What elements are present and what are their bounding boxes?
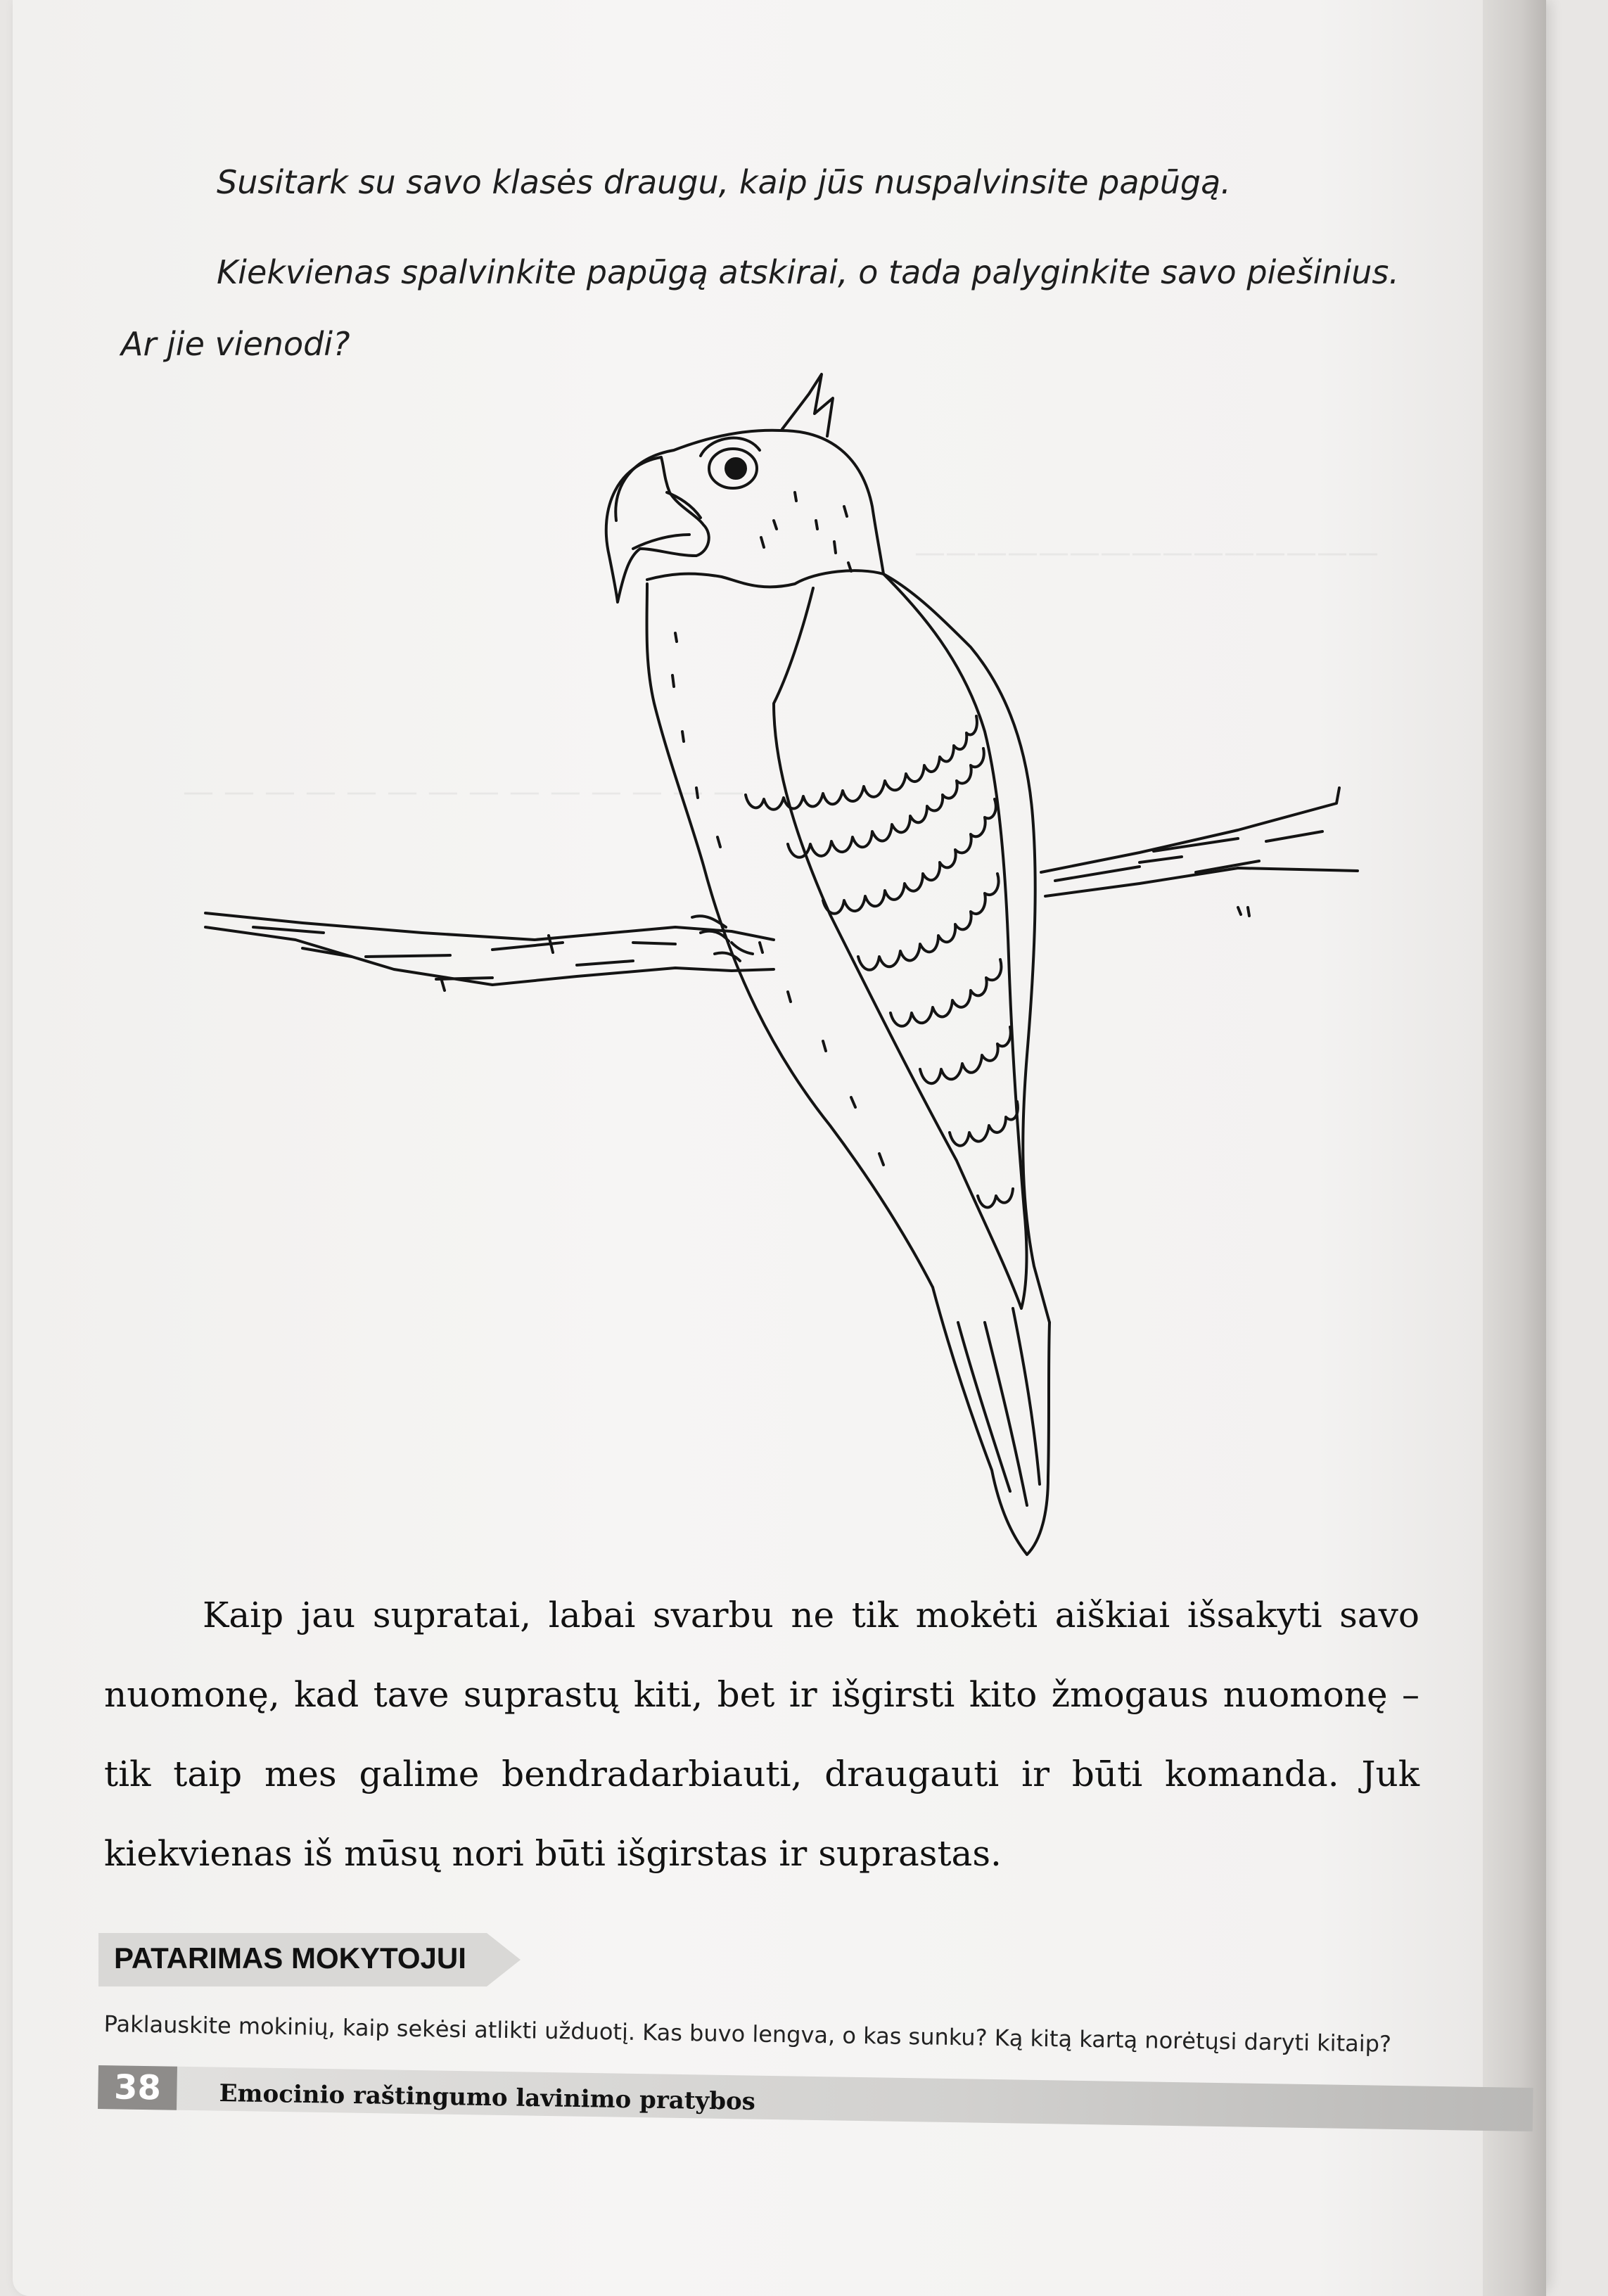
branch-left	[205, 913, 774, 940]
book-title: Emocinio raštingumo lavinimo pratybos	[219, 2079, 756, 2116]
page-number: 38	[98, 2065, 177, 2110]
tip-title: PATARIMAS MOKYTOJUI	[114, 1941, 466, 1975]
parrot-head	[615, 431, 883, 574]
tip-text: Paklauskite mokinių, kaip sekėsi atlikti užduotį. Kas buvo lengva, o kas sunku? Ką kitą kartą norėtųsi daryti kitaip?	[103, 2010, 1392, 2058]
instruction-line-1: Susitark su savo klasės draugu, kaip jūs nuspalvinsite papūgą.	[217, 163, 1231, 201]
parrot-beak	[606, 457, 709, 602]
show-through-decoration: — — — — — — — — — — — — — —	[183, 774, 744, 810]
show-through-decoration: ———————————————	[914, 535, 1379, 570]
instruction-line-2: Kiekvienas spalvinkite papūgą atskirai, o tada palyginkite savo piešinius.	[217, 253, 1400, 291]
parrot-claws	[692, 916, 753, 961]
parrot-crest	[782, 374, 833, 436]
branch-right	[1041, 788, 1339, 872]
parrot-wing	[774, 574, 1026, 1308]
instruction-line-3: Ar jie vienodi?	[121, 325, 350, 363]
main-paragraph: Kaip jau supratai, labai svarbu ne tik mokėti aiškiai išsakyti savo nuomonę, kad tave suprastų kiti, bet ir išgirsti kito žmogaus nuomonę – tik taip mes galime bendradarbiauti, draugauti ir būti komanda. Juk kiekvienas iš mūsų nori būti išgirstas ir suprastas.	[104, 1595, 1419, 1874]
